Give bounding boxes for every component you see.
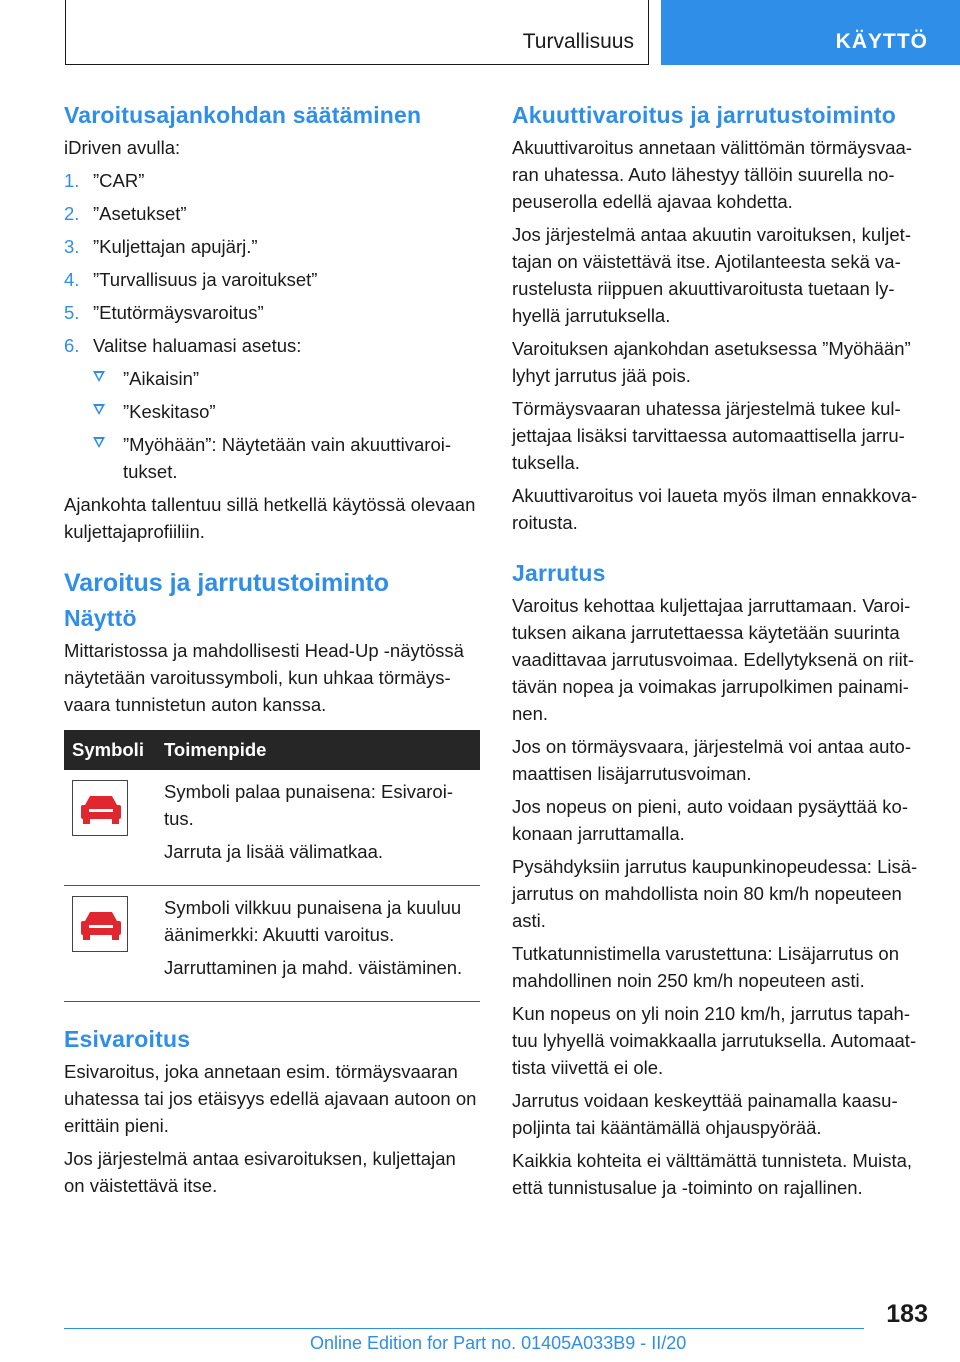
triangle-bullet-icon [93, 404, 105, 415]
step-text: ”Turvallisuus ja varoitukset” [93, 269, 318, 290]
step-number: 5. [64, 302, 80, 323]
chapter-tab-label: KÄYTTÖ [835, 30, 928, 53]
table-row [64, 770, 480, 886]
page-number: 183 [886, 1300, 928, 1328]
step-item [64, 266, 480, 293]
braking-paragraph: Jos on törmäysvaara, järjestelmä voi antaa automaattisen lisäjarrutusvoiman. [512, 736, 911, 784]
left-column [64, 100, 480, 1205]
right-column [512, 100, 928, 1207]
timing-intro: iDriven avulla: [64, 137, 181, 158]
acute-paragraph: Varoituksen ajankohdan asetuksessa ”Myöhään” lyhyt jarrutus jää pois. [512, 338, 911, 386]
braking-paragraph: Pysähdyksiin jarrutus kaupunkinopeudessa: Lisäjarrutus on mahdollista noin 80 km/h nopeuteen asti. [512, 856, 918, 931]
option-text: ”Aikaisin” [123, 368, 200, 389]
step-item [64, 200, 480, 227]
step-text: ”CAR” [93, 170, 145, 191]
step-number: 4. [64, 269, 80, 290]
column-header-action: Toimenpide [156, 730, 480, 770]
action-cell [156, 886, 480, 1002]
triangle-bullet-icon [93, 437, 105, 448]
prewarning-text: Jos järjestelmä antaa esivaroituksen, kuljettajan on väistettävä itse. [64, 1148, 456, 1196]
prewarning-heading: Esivaroitus [64, 1026, 191, 1052]
acute-paragraph: Akuuttivaroitus voi laueta myös ilman ennakkovaroitusta. [512, 485, 918, 533]
option-item [93, 398, 480, 425]
step-text: ”Kuljettajan apujärj.” [93, 236, 258, 257]
edition-note: Online Edition for Part no. 01405A033B9 - II/20 [310, 1333, 687, 1353]
symbol-cell [64, 886, 156, 1002]
table-header-row [64, 730, 480, 770]
step-item [64, 299, 480, 326]
timing-heading: Varoitusajankohdan säätäminen [64, 102, 422, 128]
column-header-symbol: Symboli [64, 730, 156, 770]
step-item [64, 332, 480, 485]
step-text: ”Asetukset” [93, 203, 187, 224]
symbol-cell [64, 770, 156, 886]
symbol-table [64, 730, 480, 1002]
footer-divider [64, 1328, 864, 1329]
display-text: Mittaristossa ja mahdollisesti Head-Up -näytössä näytetään varoitussymboli, kun uhkaa törmäysvaara tunnistetun auton kanssa. [64, 640, 464, 715]
step-text: ”Etutörmäysvaroitus” [93, 302, 264, 323]
braking-paragraph: Kaikkia kohteita ei välttämättä tunnisteta. Muista, että tunnistusalue ja -toiminto on rajallinen. [512, 1150, 913, 1198]
main-heading: Varoitus ja jarrutustoiminto [64, 569, 390, 597]
option-item [93, 365, 480, 392]
step-number: 1. [64, 170, 80, 191]
step-item [64, 233, 480, 260]
action-cell [156, 770, 480, 886]
acute-paragraph: Törmäysvaaran uhatessa järjestelmä tukee kuljettajaa lisäksi tarvittaessa automaattisella jarrutuksella. [512, 398, 905, 473]
step-item [64, 167, 480, 194]
display-heading: Näyttö [64, 605, 137, 631]
settings-steps [64, 167, 480, 485]
action-text: Symboli palaa punaisena: Esivaroitus. [164, 781, 453, 829]
step-text: Valitse haluamasi asetus: [93, 335, 302, 356]
option-text: ”Keskitaso” [123, 401, 216, 422]
acute-paragraph: Jos järjestelmä antaa akuutin varoituksen, kuljettajan on väistettävä itse. Ajotilanteesta sekä varustelusta riippuen akuuttivaroitusta tuetaan lyhyellä jarrutuksella. [512, 224, 911, 326]
chapter-tab [661, 0, 960, 65]
step-number: 2. [64, 203, 80, 224]
braking-paragraph: Kun nopeus on yli noin 210 km/h, jarrutus tapahtuu lyhyellä voimakkaalla jarrutuksella. Automaattista viivettä ei ole. [512, 1003, 917, 1078]
action-text: Jarruttaminen ja mahd. väistäminen. [164, 957, 463, 978]
triangle-bullet-icon [93, 371, 105, 382]
step-number: 6. [64, 335, 80, 356]
car-warning-icon [72, 780, 128, 836]
section-tab-label: Turvallisuus [522, 30, 634, 53]
option-item [93, 431, 480, 485]
action-text: Symboli vilkkuu punaisena ja kuuluu äänimerkki: Akuutti varoitus. [164, 897, 462, 945]
acute-paragraph: Akuuttivaroitus annetaan välittömän törmäysvaaran uhatessa. Auto lähestyy tällöin suurella nopeuserolla edellä ajavaa kohdetta. [512, 137, 913, 212]
acute-heading: Akuuttivaroitus ja jarrutustoiminto [512, 102, 896, 128]
step-number: 3. [64, 236, 80, 257]
braking-paragraph: Jarrutus voidaan keskeyttää painamalla kaasupoljinta tai kääntämällä ohjauspyörää. [512, 1090, 898, 1138]
option-text: ”Myöhään”: Näytetään vain akuuttivaroitukset. [123, 434, 452, 482]
prewarning-text: Esivaroitus, joka annetaan esim. törmäysvaaran uhatessa tai jos etäisyys edellä ajavaan autoon on erittäin pieni. [64, 1061, 477, 1136]
setting-options [93, 365, 480, 485]
braking-paragraph: Varoitus kehottaa kuljettajaa jarruttamaan. Varoituksen aikana jarrutettaessa käytetään suurinta vaadittavaa jarrutusvoimaa. Edellytyksenä on riittävän nopea ja voimakas jarrupolkimen painaminen. [512, 595, 915, 724]
car-warning-icon [72, 896, 128, 952]
timing-note: Ajankohta tallentuu sillä hetkellä käytössä olevaan kuljettajaprofiiliin. [64, 494, 476, 542]
section-tab [65, 0, 649, 65]
braking-paragraph: Jos nopeus on pieni, auto voidaan pysäyttää kokonaan jarruttamalla. [512, 796, 908, 844]
action-text: Jarruta ja lisää välimatkaa. [164, 841, 384, 862]
table-row [64, 886, 480, 1002]
braking-paragraph: Tutkatunnistimella varustettuna: Lisäjarrutus on mahdollinen noin 250 km/h nopeuteen asti. [512, 943, 899, 991]
braking-heading: Jarrutus [512, 560, 606, 586]
